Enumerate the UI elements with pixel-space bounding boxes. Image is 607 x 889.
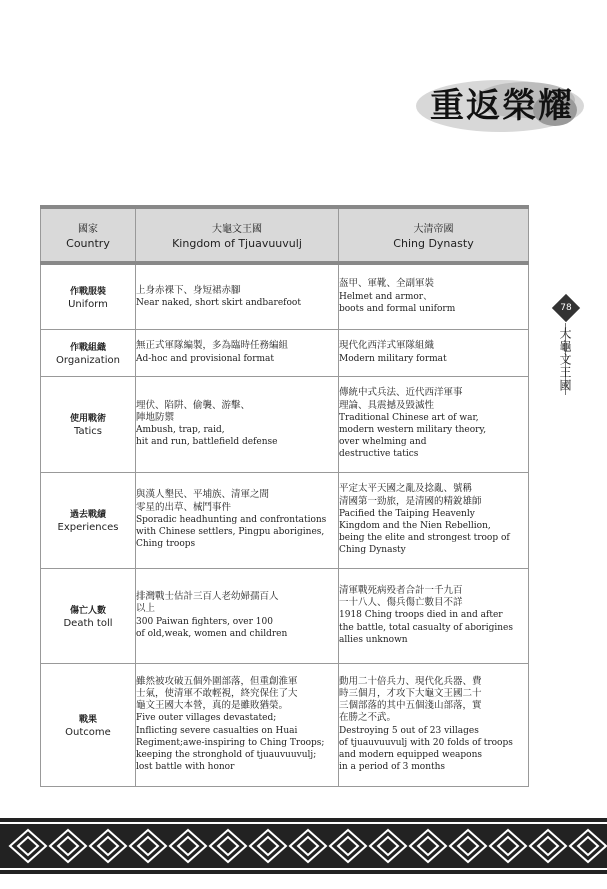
cell-text-chinese: 現代化西洋式軍隊組織 xyxy=(339,340,435,352)
cell-text-chinese: 上身赤裸下、身短裙赤腳 xyxy=(136,284,241,296)
cell-text-chinese: 陣地防禦 xyxy=(136,411,175,423)
header-calligraphy-title: 重返榮耀 xyxy=(430,86,574,126)
cell-text-english: Pacified the Taiping Heavenly xyxy=(339,508,475,519)
cell-text-chinese: 與漢人墾民、平埔族、清軍之間 xyxy=(136,489,270,501)
header-country-en: Country xyxy=(66,237,110,250)
cell-text-chinese: 在勝之不武。 xyxy=(339,712,397,724)
cell-text-chinese: 士氣，使清軍不敢輕視，終究保住了大 xyxy=(136,687,298,699)
cell-text-english: the battle, total casualty of aborigines xyxy=(339,622,513,633)
cell-text-english: and modern equipped weapons xyxy=(339,749,483,760)
cell-text-english: Inflicting severe casualties on Huai xyxy=(136,725,298,736)
header-country-cn: 國家 xyxy=(78,224,98,235)
header-tjuavuuvulj xyxy=(136,207,339,263)
row-heading-en: Outcome xyxy=(65,726,111,738)
cell-text-chinese: 盔甲、軍靴、全副軍裝 xyxy=(339,278,435,290)
row-heading-cn: 戰果 xyxy=(78,714,97,725)
header-ching xyxy=(339,207,529,263)
cell-text-english: with Chinese settlers, Pingpu aborigines, xyxy=(136,527,325,538)
cell-text-chinese: 動用二十倍兵力、現代化兵器、費 xyxy=(339,675,482,687)
side-chapter-label: 大龜文王國 xyxy=(558,327,572,392)
row-heading xyxy=(41,472,136,568)
cell-text-english: Traditional Chinese art of war, xyxy=(339,412,479,423)
cell-text-chinese: 零星的出草、械鬥事件 xyxy=(136,501,232,513)
cell-text-english: Destroying 5 out of 23 villages xyxy=(339,725,479,736)
cell-text-english: over whelming and xyxy=(339,437,427,448)
cell-text-english: Ambush, trap, raid, xyxy=(136,425,225,435)
cell-text-english: being the elite and strongest troop of xyxy=(339,533,510,544)
cell-text-english: hit and run, battlefield defense xyxy=(136,437,278,448)
table-row xyxy=(41,329,529,376)
row-heading xyxy=(41,329,136,376)
cell-text-english: 300 Paiwan fighters, over 100 xyxy=(136,616,273,627)
cell-text-english: Five outer villages devastated; xyxy=(136,713,277,724)
cell-text-english: Modern military format xyxy=(339,353,447,364)
tjuavuuvulj-cell xyxy=(136,568,339,663)
cell-text-chinese: 清國第一勁旅，是清國的精銳雄師 xyxy=(339,495,482,507)
comparison-table xyxy=(40,205,529,787)
row-heading-en: Experiences xyxy=(57,522,119,533)
ching-cell xyxy=(339,329,529,376)
cell-text-chinese: 一十八人、傷兵傷亡數目不詳 xyxy=(339,597,463,609)
cell-text-english: 1918 Ching troops died in and after xyxy=(339,610,503,621)
cell-text-english: Kingdom and the Nien Rebellion, xyxy=(339,521,491,531)
table-row xyxy=(41,663,529,786)
cell-text-chinese: 無正式軍隊編製，多為臨時任務編組 xyxy=(136,340,289,352)
tjuavuuvulj-cell xyxy=(136,663,339,786)
header-country xyxy=(41,207,136,263)
cell-text-english: Regiment;awe-inspiring to Ching Troops; xyxy=(136,737,325,748)
row-heading-en: Death toll xyxy=(63,617,113,629)
row-heading-en: Uniform xyxy=(68,298,108,310)
ching-cell xyxy=(339,263,529,329)
cell-text-english: boots and formal uniform xyxy=(339,303,456,314)
tjuavuuvulj-cell xyxy=(136,472,339,568)
row-heading-cn: 使用戰術 xyxy=(69,414,106,424)
cell-text-chinese: 以上 xyxy=(136,603,156,615)
table-row xyxy=(41,472,529,568)
cell-text-english: Ad-hoc and provisional format xyxy=(136,353,275,364)
table-row xyxy=(41,263,529,329)
bottom-pattern-band xyxy=(0,818,607,874)
ching-cell xyxy=(339,568,529,663)
cell-text-english: Ching Dynasty xyxy=(339,545,406,556)
cell-text-chinese: 雖然被攻破五個外圍部落，但重創淮軍 xyxy=(136,675,298,687)
cell-text-english: Helmet and armor、 xyxy=(339,291,433,302)
cell-text-english: Ching troops xyxy=(136,539,196,550)
row-heading xyxy=(41,663,136,786)
page-number: 78 xyxy=(560,303,572,313)
table-row xyxy=(41,568,529,663)
cell-text-english: Near naked, short skirt andbarefoot xyxy=(136,297,301,308)
row-heading-cn: 作戰服裝 xyxy=(69,286,106,297)
cell-text-chinese: 清軍戰死病殁者合計一千九百 xyxy=(339,584,463,596)
header-tjuavuuvulj-cn: 大龜文王國 xyxy=(212,224,262,235)
ching-cell xyxy=(339,376,529,472)
cell-text-english: of old,weak, women and children xyxy=(136,628,288,639)
cell-text-english: destructive tatics xyxy=(339,449,419,460)
cell-text-chinese: 平定太平天國之亂及捻亂、號稱 xyxy=(339,483,473,495)
cell-text-english: keeping the stronghold of tjuauvuuvulj; xyxy=(136,749,317,760)
row-heading xyxy=(41,376,136,472)
cell-text-chinese: 傳統中式兵法、近代西洋軍事 xyxy=(339,387,463,399)
row-heading-cn: 過去戰績 xyxy=(69,510,106,520)
ching-cell xyxy=(339,663,529,786)
header-tjuavuuvulj-en: Kingdom of Tjuavuuvulj xyxy=(172,237,302,250)
cell-text-chinese: 埋伏、陷阱、偷襲、游擊、 xyxy=(136,399,251,411)
cell-text-chinese: 排灣戰士估計三百人老幼婦孺百人 xyxy=(136,591,279,603)
row-heading-en: Tatics xyxy=(74,426,102,437)
table-header-row xyxy=(41,207,529,263)
ching-cell xyxy=(339,472,529,568)
tjuavuuvulj-cell xyxy=(136,329,339,376)
row-heading-cn: 作戰組織 xyxy=(69,342,106,353)
row-heading-cn: 傷亡人數 xyxy=(69,605,106,616)
cell-text-english: in a period of 3 months xyxy=(339,762,446,773)
row-heading xyxy=(41,263,136,329)
header-ching-en: Ching Dynasty xyxy=(393,237,474,250)
cell-text-english: of tjuauvuuvulj with 20 folds of troops xyxy=(339,737,513,748)
row-heading xyxy=(41,568,136,663)
cell-text-chinese: 三個部落的其中五個淺山部落，實 xyxy=(339,700,482,712)
row-heading-en: Organization xyxy=(56,354,120,366)
cell-text-english: allies unknown xyxy=(339,634,408,645)
cell-text-chinese: 理論、具震撼及毀滅性 xyxy=(339,399,435,411)
cell-text-chinese: 時三個月，才攻下大龜文王國二十 xyxy=(339,687,482,699)
cell-text-chinese: 龜文王國大本營，真的是雖敗猶榮。 xyxy=(136,700,289,712)
table-row xyxy=(41,376,529,472)
tjuavuuvulj-cell xyxy=(136,376,339,472)
header-ching-cn: 大清帝國 xyxy=(413,224,454,235)
cell-text-english: Sporadic headhunting and confrontations xyxy=(136,514,327,525)
cell-text-english: modern western military theory, xyxy=(339,425,487,435)
cell-text-english: lost battle with honor xyxy=(136,762,235,773)
tjuavuuvulj-cell xyxy=(136,263,339,329)
